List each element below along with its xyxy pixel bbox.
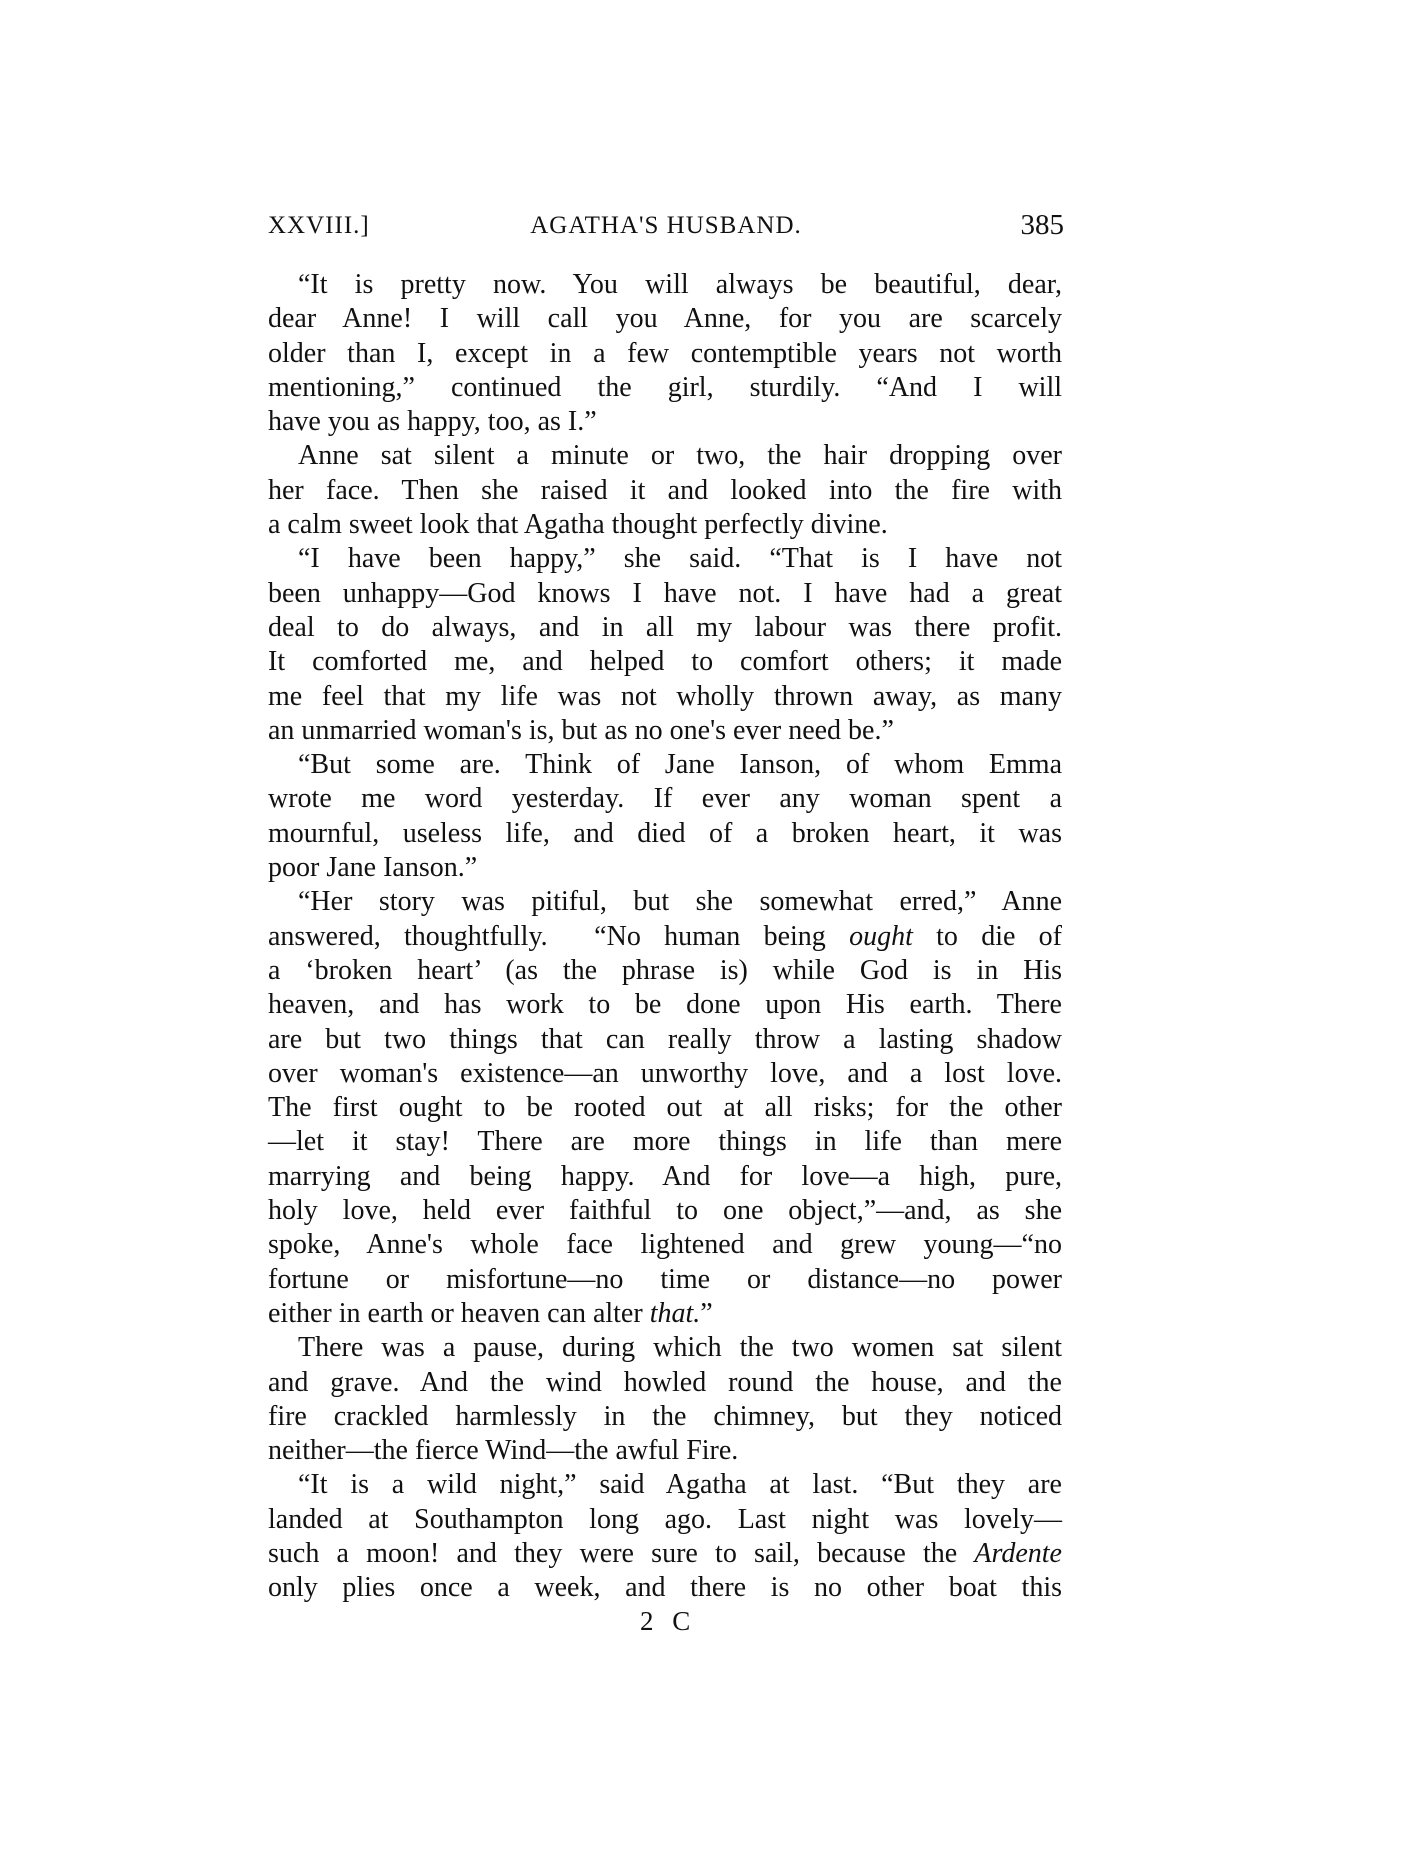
running-header [268,209,1064,252]
text-line: spoke, Anne's whole face lightened and grew young—“no [268,1229,1062,1261]
text-line: “Her story was pitiful, but she somewhat erred,” Anne [298,886,1062,918]
text-line: mentioning,” continued the girl, sturdily. “And I will [268,371,1062,403]
text-line: “It is pretty now. You will always be beautiful, dear, [298,269,1062,300]
paragraph [268,1468,1062,1605]
text-line: only plies once a week, and there is no other boat this [268,1572,1062,1604]
text-line: poor Jane Ianson.” [268,852,478,884]
text-line [268,920,1062,954]
text-line: —let it stay! There are more things in life than mere [268,1126,1062,1158]
page-body-text [268,268,1062,1606]
text-segment: answered, thoughtfully. “No human being [268,920,850,952]
text-line: have you as happy, too, as I.” [268,406,597,438]
text-segment: to die of [912,920,1062,952]
text-line: dear Anne! I will call you Anne, for you are scarcely [268,303,1062,335]
text-line [268,1297,1062,1331]
text-line: me feel that my life was not wholly thrown away, as many [268,680,1062,712]
text-line: landed at Southampton long ago. Last night was lovely— [268,1503,1062,1535]
text-line: holy love, held ever faithful to one object,”—and, as she [268,1195,1062,1227]
text-line: There was a pause, during which the two women sat silent [298,1332,1062,1364]
running-title: AGATHA'S HUSBAND. [530,212,802,239]
paragraph [268,268,1062,439]
text-line: her face. Then she raised it and looked into the fire with [268,474,1062,506]
text-line: neither—the fierce Wind—the awful Fire. [268,1435,739,1467]
text-line: marrying and being happy. And for love—a high, pure, [268,1160,1062,1192]
text-segment: ” [700,1297,713,1329]
paragraph [268,542,1062,748]
page-number: 385 [1020,209,1064,241]
paragraph [268,1331,1062,1468]
text-line: a calm sweet look that Agatha thought perfectly divine. [268,509,888,541]
text-line: The first ought to be rooted out at all risks; for the other [268,1092,1062,1124]
italic-text: ought [849,920,913,952]
text-line: “I have been happy,” she said. “That is I have not [298,543,1062,575]
paragraph [268,885,1062,1331]
text-line [268,1537,1062,1571]
text-line: an unmarried woman's is, but as no one's ever need be.” [268,714,894,746]
italic-text: that. [649,1297,701,1329]
italic-text: Ardente [974,1537,1062,1569]
text-line: fortune or misfortune—no time or distance—no power [268,1263,1062,1295]
text-line: mournful, useless life, and died of a broken heart, it was [268,817,1062,849]
text-line: been unhappy—God knows I have not. I have had a great [268,577,1062,609]
text-line: wrote me word yesterday. If ever any woman spent a [268,783,1062,815]
text-line: heaven, and has work to be done upon His earth. There [268,989,1062,1021]
text-segment: either in earth or heaven can alter [268,1297,650,1329]
text-line: are but two things that can really throw a lasting shadow [268,1023,1062,1055]
text-line: over woman's existence—an unworthy love, and a lost love. [268,1057,1062,1089]
text-segment: such a moon! and they were sure to sail, because the [268,1537,975,1569]
paragraph [268,439,1062,542]
signature-mark: 2 C [640,1606,697,1636]
text-line: older than I, except in a few contemptible years not worth [268,337,1062,369]
chapter-number: XXVIII.] [268,212,370,239]
paragraph [268,748,1062,885]
text-line: “It is a wild night,” said Agatha at last. “But they are [298,1469,1062,1501]
text-line: and grave. And the wind howled round the house, and the [268,1366,1062,1398]
text-line: fire crackled harmlessly in the chimney, but they noticed [268,1400,1062,1432]
text-line: Anne sat silent a minute or two, the hair dropping over [298,440,1062,472]
text-line: deal to do always, and in all my labour was there profit. [268,611,1062,643]
text-line: a ‘broken heart’ (as the phrase is) while God is in His [268,954,1062,986]
text-line: It comforted me, and helped to comfort others; it made [268,646,1062,678]
text-line: “But some are. Think of Jane Ianson, of whom Emma [298,749,1062,781]
